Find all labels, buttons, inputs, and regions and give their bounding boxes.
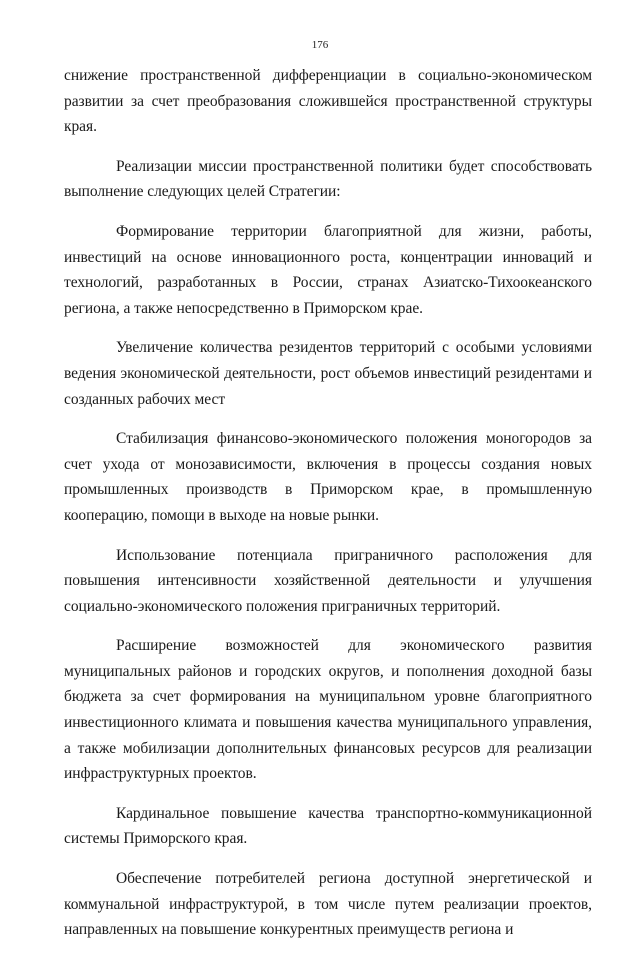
paragraph-goal-residents: Увеличение количества резидентов территорий с особыми условиями ведения экономической деятельности, рост объемов инвестиций резидентами и созданных рабочих мест [64, 339, 592, 408]
paragraph-goal-monotowns: Стабилизация финансово-экономического положения моногородов за счет ухода от монозависимости, включения в процессы создания новых промышленных производств в Приморском крае, в промышленную кооперацию, помощи в выходе на новые рынки. [64, 430, 592, 524]
paragraph-goal-energy: Обеспечение потребителей региона доступной энергетической и коммунальной инфраструктурой, в том числе путем реализации проектов, направленных на повышение конкурентных преимуществ региона и [64, 870, 592, 939]
paragraph-mission-intro: Реализации миссии пространственной политики будет способствовать выполнение следующих целей Стратегии: [64, 157, 592, 201]
paragraph-goal-transport: Кардинальное повышение качества транспортно-коммуникационной системы Приморского края. [64, 804, 592, 848]
body-text [64, 63, 592, 957]
paragraph-goal-municipal: Расширение возможностей для экономического развития муниципальных районов и городских округов, и пополнения доходной базы бюджета за счет формирования на муниципальном уровне благоприятного инвестиционного климата и повышения качества муниципального управления, а также мобилизации дополнительных финансовых ресурсов для реализации инфраструктурных проектов. [64, 637, 592, 783]
paragraph-goal-territory: Формирование территории благоприятной для жизни, работы, инвестиций на основе инновационного роста, концентрации инноваций и технологий, разработанных в России, странах Азиатско-Тихоокеанского региона, а также непосредственно в Приморском крае. [64, 222, 592, 317]
paragraph-goal-border: Использование потенциала приграничного расположения для повышения интенсивности хозяйственной деятельности и улучшения социально-экономического положения приграничных территорий. [64, 546, 592, 615]
paragraph-continuation: снижение пространственной дифференциации в социально-экономическом развитии за счет преобразования сложившейся пространственной структуры края. [64, 67, 592, 136]
page-number: 176 [311, 39, 329, 51]
